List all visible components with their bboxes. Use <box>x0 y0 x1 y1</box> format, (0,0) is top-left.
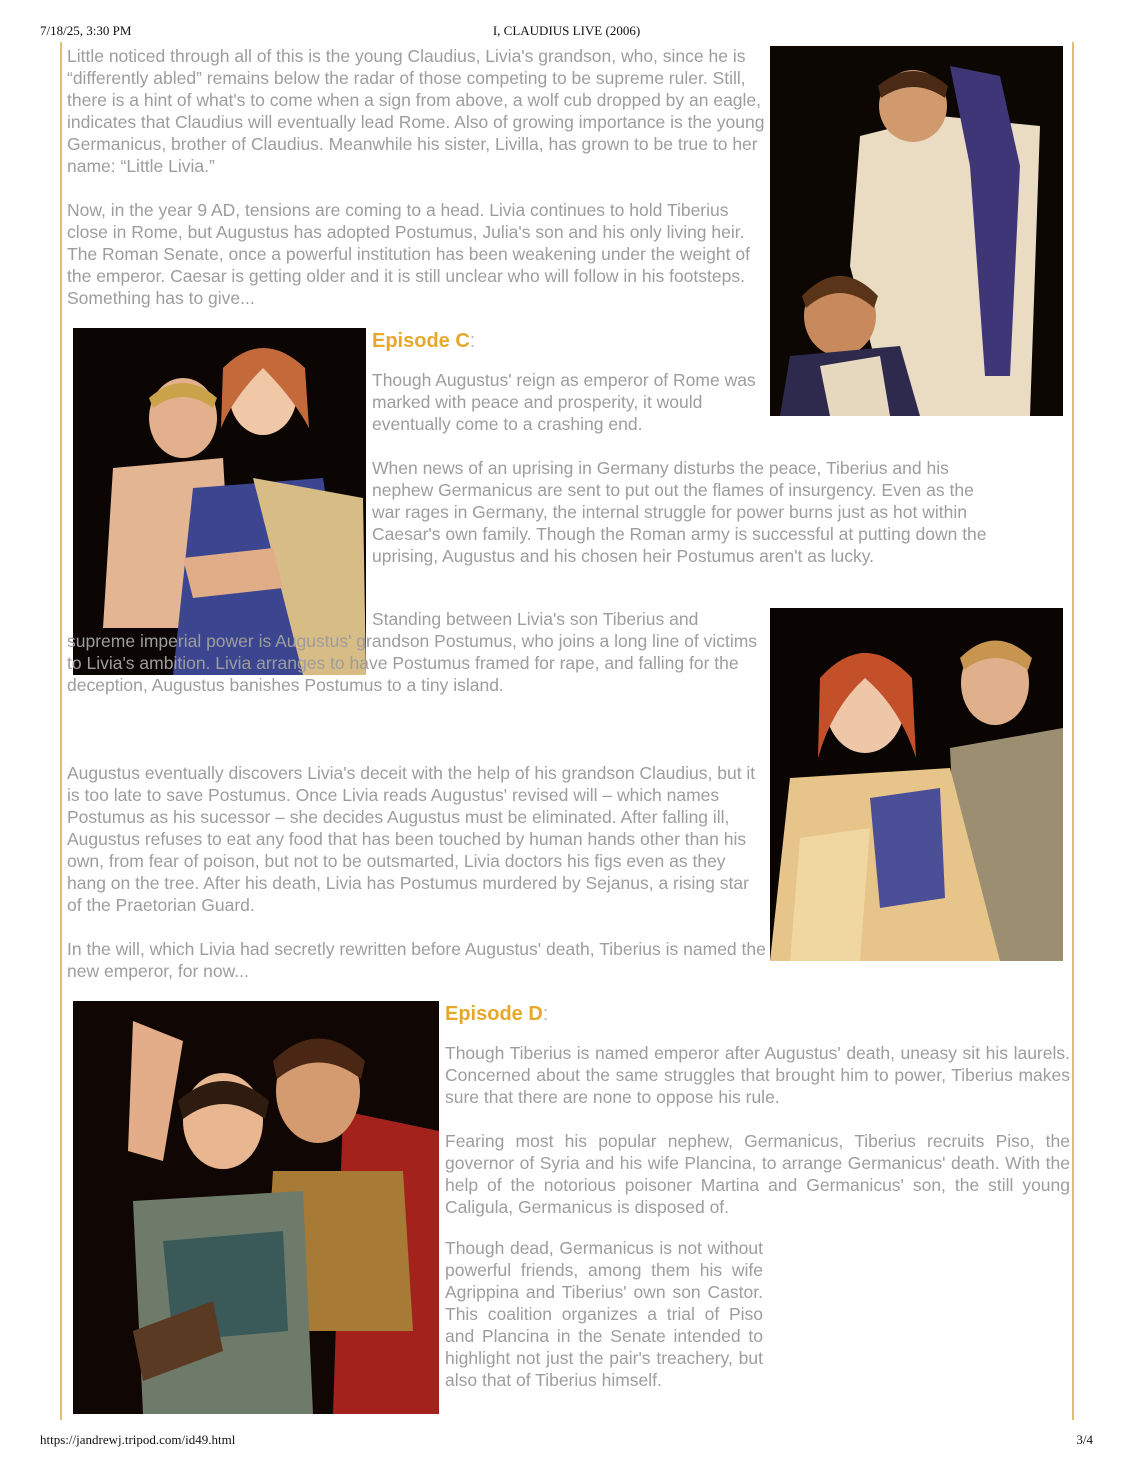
print-date: 7/18/25, 3:30 PM <box>40 23 132 38</box>
intro-paragraph-2: Now, in the year 9 AD, tensions are coming to a head. Livia continues to hold Tiberius close in Rome, but Augustus has adopted Postumus, Julia's son and his only living heir. The Roman Senate, once a powerful institution has been weakening under the weight of the emperor. Caesar is getting older and it is still unclear who will follow in his footsteps. Something has to give... <box>67 200 750 308</box>
right-border-rule <box>1072 42 1074 1420</box>
print-url: https://jandrewj.tripod.com/id49.html <box>40 1432 236 1447</box>
intro-paragraph-1: Little noticed through all of this is the young Claudius, Livia's grandson, who, since he is “differently abled” remains below the radar of those competing to be supreme ruler. Still, there is a hint of what's to come when a sign from above, a wolf cub dropped by an eagle, indicates that Claudius will eventually lead Rome. Also of growing importance is the young Germanicus, brother of Claudius. Meanwhile his sister, Livilla, has grown to be true to her name: “Little Livia.” <box>67 46 765 176</box>
photo-two-men-in-togas <box>770 46 1063 416</box>
episode-d-paragraph-2: Fearing most his popular nephew, Germanicus, Tiberius recruits Piso, the governor of Syria and his wife Plancina, to arrange Germanicus' death. With the help of the notorious poisoner Martina and Germanicus' son, the still young Caligula, Germanicus is disposed of. <box>445 1131 1070 1217</box>
episode-d-paragraph-3: Though dead, Germanicus is not without powerful friends, among them his wife Agrippina and Tiberius' own son Castor. This coalition organizes a trial of Piso and Plancina in the Senate intended to highlight not just the pair's treachery, but also that of Tiberius himself. <box>445 1238 763 1390</box>
print-page-number: 3/4 <box>1076 1432 1093 1447</box>
print-page-title: I, CLAUDIUS LIVE (2006) <box>492 23 641 38</box>
photo-woman-and-soldier <box>73 1001 439 1414</box>
episode-c-paragraph-3: Standing between Livia's son Tiberius and supreme imperial power is Augustus' grandson Postumus, who joins a long line of victims to Livia's ambition. Livia arranges to have Postumus framed for rape, and falling for the deception, Augustus banishes Postumus to a tiny island. <box>67 609 758 695</box>
episode-c-paragraph-2: When news of an uprising in Germany disturbs the peace, Tiberius and his nephew Germanicus are sent to put out the flames of insurgency. Even as the war rages in Germany, the internal struggle for power burns just as hot within Caesar's own family. Though the Roman army is successful at putting down the uprising, Augustus and his chosen heir Postumus aren't as lucky. <box>372 458 987 566</box>
episode-c-paragraph-5: In the will, which Livia had secretly rewritten before Augustus' death, Tiberius is named the new emperor, for now... <box>67 939 766 981</box>
episode-d-heading: Episode D: <box>445 1003 549 1025</box>
left-border-rule <box>60 42 62 1420</box>
photo-woman-and-man-kiss <box>770 608 1063 961</box>
episode-d-paragraph-1: Though Tiberius is named emperor after Augustus' death, uneasy sit his laurels. Concerned about the same struggles that brought him to power, Tiberius makes sure that there are none to oppose his rule. <box>445 1043 1070 1107</box>
episode-c-paragraph-4: Augustus eventually discovers Livia's deceit with the help of his grandson Claudius, but it is too late to save Postumus. Once Livia reads Augustus' revised will – which names Postumus as his sucessor – she decides Augustus must be eliminated. After falling ill, Augustus refuses to eat any food that has been touched by human hands other than his own, from fear of poison, but not to be outsmarted, Livia doctors his figs even as they hang on the tree. After his death, Livia has Postumus murdered by Sejanus, a rising star of the Praetorian Guard. <box>67 763 756 915</box>
episode-c-heading: Episode C: <box>372 330 476 352</box>
episode-c-paragraph-1: Though Augustus' reign as emperor of Rome was marked with peace and prosperity, it would eventually come to a crashing end. <box>372 370 756 434</box>
